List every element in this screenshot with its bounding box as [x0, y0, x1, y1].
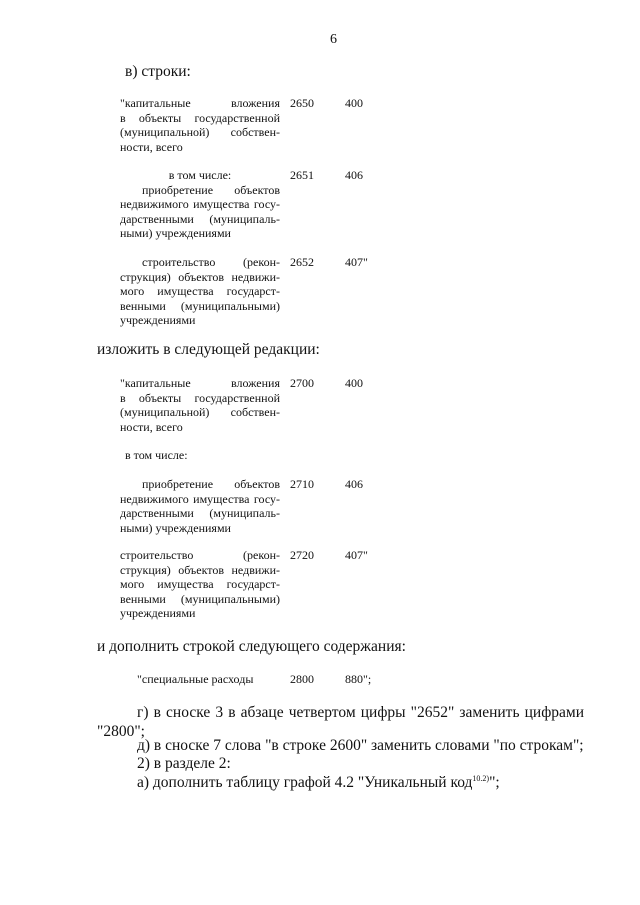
- text-line: "капитальные вложения: [120, 96, 280, 110]
- text-line: в том числе:: [168, 168, 232, 182]
- text-line: дарственными (муниципаль-: [120, 211, 280, 226]
- text-line: приобретение объектов: [142, 477, 280, 491]
- new-row-4-label: [120, 548, 280, 621]
- old-row-1-value: 400: [345, 96, 363, 110]
- text-line: (муниципальной) собствен-: [120, 125, 280, 140]
- text-line: венными (муниципальными): [120, 591, 280, 606]
- text-line: строительство (рекон-: [142, 255, 280, 269]
- paragraph-a-end: ";: [489, 774, 500, 791]
- old-row-1-label: [120, 96, 280, 154]
- text-line: дарственными (муниципаль-: [120, 506, 280, 521]
- special-row-label: "специальные расходы: [137, 672, 254, 686]
- text-line: приобретение объектов: [142, 182, 280, 197]
- new-row-3-label: [120, 477, 280, 535]
- text-line: ности, всего: [120, 419, 183, 434]
- old-row-3-code: 2652: [290, 255, 314, 269]
- text-line: "капитальные вложения: [120, 376, 280, 390]
- paragraph-g: [97, 703, 584, 741]
- text-line: струкция) объектов недвижи-: [120, 269, 280, 284]
- new-row-1-code: 2700: [290, 376, 314, 390]
- paragraph-a-text: а) дополнить таблицу графой 4.2 "Уникальный код: [137, 774, 473, 791]
- old-row-2-label: [120, 168, 280, 241]
- new-row-4-code: 2720: [290, 548, 314, 562]
- old-row-2-value: 406: [345, 168, 363, 182]
- paragraph-g-line2: "2800";: [97, 723, 145, 740]
- replace-heading: изложить в следующей редакции:: [97, 341, 320, 358]
- text-line: венными (муниципальными): [120, 298, 280, 313]
- text-line: ности, всего: [120, 139, 183, 154]
- paragraph-2: 2) в разделе 2:: [137, 755, 231, 772]
- text-line: в объекты государственной: [120, 390, 280, 405]
- text-line: (муниципальной) собствен-: [120, 405, 280, 420]
- new-row-1-label: [120, 376, 280, 434]
- special-row-value: 880";: [345, 672, 372, 686]
- text-line: струкция) объектов недвижи-: [120, 562, 280, 577]
- text-line: в объекты государственной: [120, 110, 280, 125]
- text-line: мого имущества государст-: [120, 284, 280, 299]
- special-row-code: 2800: [290, 672, 314, 686]
- old-row-1-code: 2650: [290, 96, 314, 110]
- footnote-reference: 10.2): [472, 774, 490, 783]
- paragraph-d: д) в сноске 7 слова "в строке 2600" заменить словами "по строкам";: [137, 737, 584, 754]
- old-row-2-code: 2651: [290, 168, 314, 182]
- new-row-3-value: 406: [345, 477, 363, 491]
- text-line: мого имущества государст-: [120, 577, 280, 592]
- new-row-4-value: 407": [345, 548, 368, 562]
- new-row-3-code: 2710: [290, 477, 314, 491]
- text-line: недвижимого имущества госу-: [120, 491, 280, 506]
- text-line: учреждениями: [120, 606, 196, 621]
- new-row-2-label: в том числе:: [125, 448, 188, 462]
- text-line: строительство (рекон-: [120, 548, 280, 562]
- text-line: учреждениями: [120, 313, 196, 328]
- old-row-3-value: 407": [345, 255, 368, 269]
- old-row-3-label: [120, 255, 280, 328]
- paragraph-a: [137, 774, 500, 792]
- add-heading: и дополнить строкой следующего содержания:: [97, 638, 406, 655]
- section-v-heading: в) строки:: [125, 63, 191, 80]
- text-line: недвижимого имущества госу-: [120, 197, 280, 212]
- new-row-1-value: 400: [345, 376, 363, 390]
- paragraph-g-line1: г) в сноске 3 в абзаце четвертом цифры "2652" заменить цифрами: [137, 704, 584, 721]
- page-number: 6: [330, 32, 337, 47]
- text-line: ными) учреждениями: [120, 520, 231, 535]
- text-line: ными) учреждениями: [120, 226, 231, 241]
